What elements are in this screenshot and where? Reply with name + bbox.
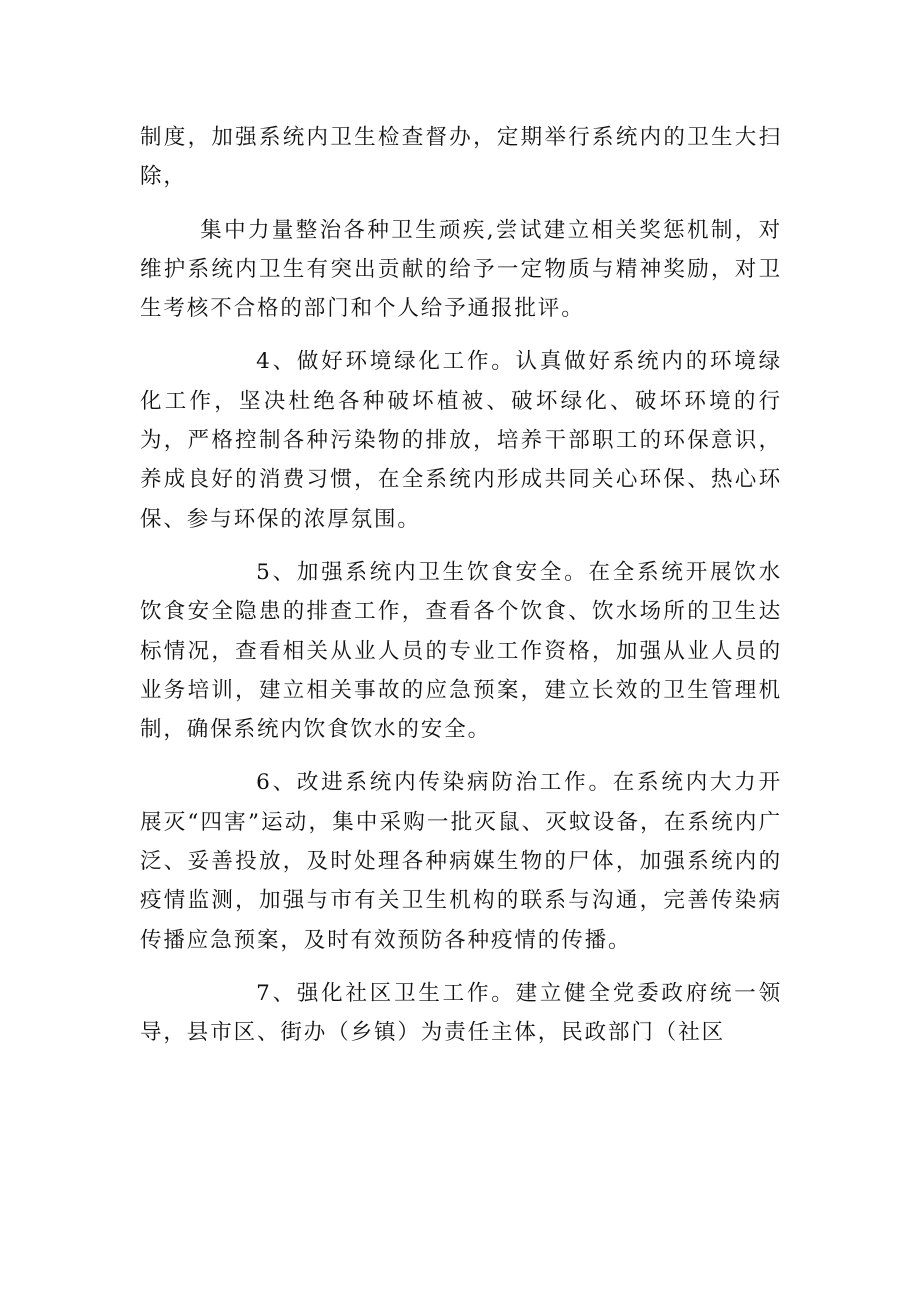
paragraph-item-7: 7、强化社区卫生工作。建立健全党委政府统一领导，县市区、街办（乡镇）为责任主体，民政部门（社区	[140, 980, 782, 1046]
paragraph-rewards: 集中力量整治各种卫生顽疾,尝试建立相关奖惩机制，对维护系统内卫生有突出贡献的给予一定物质与精神奖励，对卫生考核不合格的部门和个人给予通报批评。	[140, 217, 782, 322]
paragraph-continuation: 制度，加强系统内卫生检查督办，定期举行系统内的卫生大扫除，	[140, 125, 782, 190]
paragraph-item-6: 6、改进系统内传染病防治工作。在系统内大力开展灭“四害”运动，集中采购一批灭鼠、灭蚊设备，在系统内广泛、妥善投放，及时处理各种病媒生物的尸体，加强系统内的疫情监测，加强与市有关卫生机构的联系与沟通，完善传染病传播应急预案，及时有效预防各种疫情的传播。	[140, 770, 782, 953]
document-page	[140, 118, 782, 1053]
paragraph-item-4: 4、做好环境绿化工作。认真做好系统内的环境绿化工作，坚决杜绝各种破坏植被、破坏绿化、破坏环境的行为，严格控制各种污染物的排放，培养干部职工的环保意识，养成良好的消费习惯，在全系统内形成共同关心环保、热心环保、参与环保的浓厚氛围。	[140, 349, 782, 532]
paragraph-item-5: 5、加强系统内卫生饮食安全。在全系统开展饮水饮食安全隐患的排查工作，查看各个饮食、饮水场所的卫生达标情况，查看相关从业人员的专业工作资格，加强从业人员的业务培训，建立相关事故的应急预案，建立长效的卫生管理机制，确保系统内饮食饮水的安全。	[140, 559, 782, 743]
